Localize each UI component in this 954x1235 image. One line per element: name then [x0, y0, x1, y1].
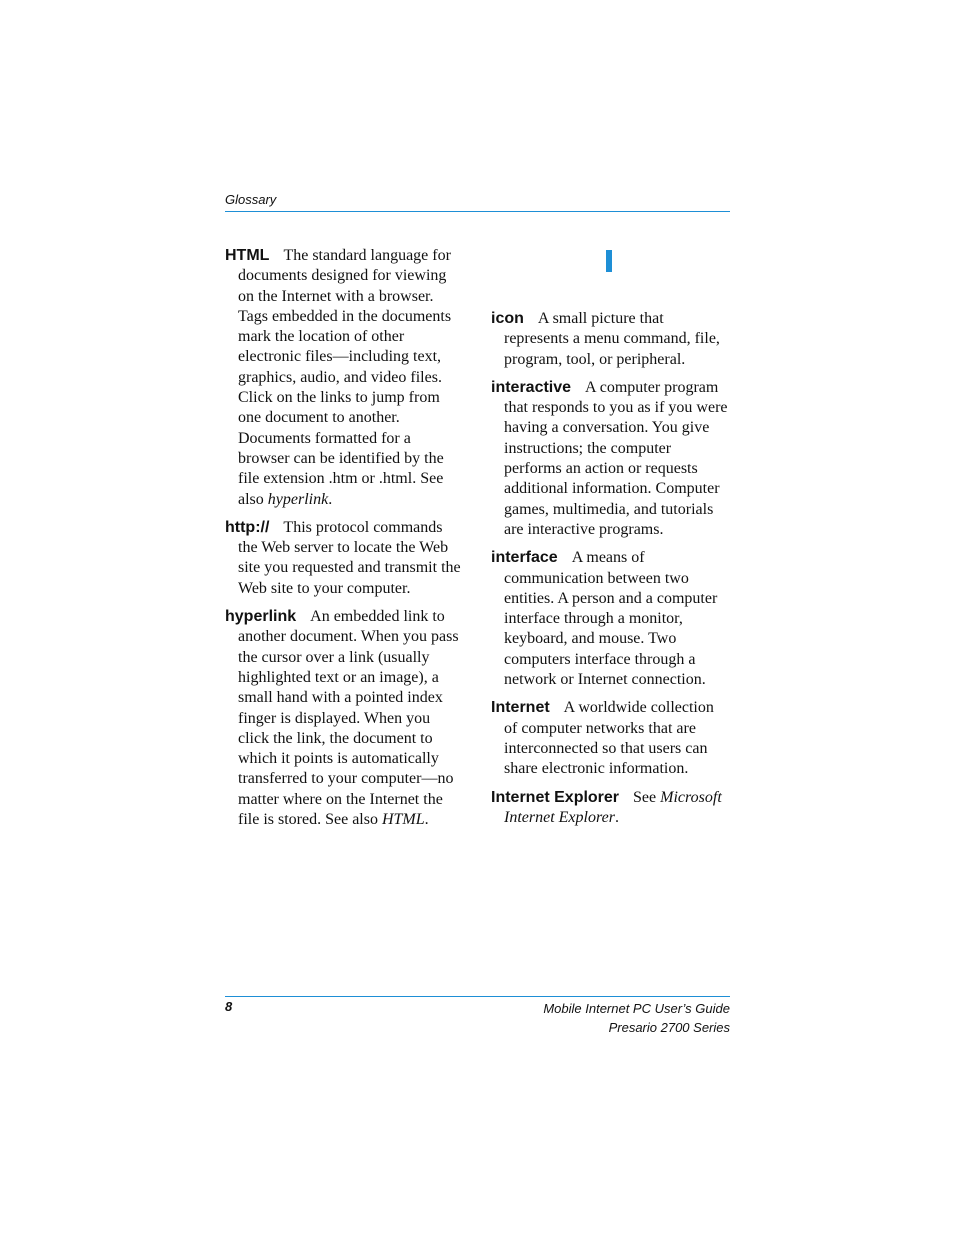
glossary-term: interactive [491, 378, 572, 396]
glossary-definition: A worldwide collection of computer networks that are interconnected so that users can share electronic information. [504, 699, 714, 778]
glossary-column-right [491, 309, 731, 836]
glossary-term: Internet [491, 699, 550, 717]
see-also-reference: HTML [381, 811, 425, 829]
glossary-term: HTML [225, 247, 270, 264]
header-rule [225, 211, 730, 212]
glossary-entry-hyperlink: hyperlink An embedded link to another document. When you pass the cursor over a link (usually highlighted text or an image), a small hand with a pointed index finger is displayed. When you click the link, the document to which it points is automatically transferred to your computer—no matter where on the Internet the file is stored. See also HTML. [225, 608, 459, 829]
glossary-term: interface [491, 549, 558, 567]
glossary-entry-interface [491, 548, 731, 690]
glossary-definition: A means of communication between two entities. A person and a computer interface through a monitor, keyboard, and mouse. Two computers interface through a network or Internet connection. [504, 549, 718, 689]
glossary-definition: A small picture that represents a menu command, file, program, tool, or peripheral. [504, 310, 720, 368]
glossary-entry-http [225, 518, 461, 599]
section-letter-i [606, 250, 612, 272]
glossary-definition: A computer program that responds to you as if you were having a conversation. You give instructions; the computer performs an action or requests additional information. Computer games, multimedia, and tutorials are interactive programs. [504, 378, 728, 538]
glossary-term: Internet Explorer [491, 788, 620, 806]
glossary-entry-html: HTML The standard language for documents designed for viewing on the Internet with a browser. Tags embedded in the documents mark the location of other electronic files—including text, graphics, audio, and video files. Click on the links to jump from one document to another. Documents formatted for a browser can be identified by the file extension .htm or .html. See also hyperlink. [225, 247, 452, 508]
footer-rule [225, 996, 730, 997]
glossary-definition: This protocol commands the Web server to locate the Web site you requested and transmit the Web site to your computer. [238, 518, 461, 597]
glossary-term: http:// [225, 518, 270, 536]
glossary-term: icon [491, 310, 524, 327]
glossary-definition: See [633, 788, 661, 806]
guide-title: Mobile Internet PC User’s Guide [543, 1001, 730, 1016]
glossary-entry-internet [491, 698, 731, 779]
page-number: 8 [225, 999, 233, 1014]
glossary-column-left [225, 246, 461, 838]
glossary-entry-interactive [491, 378, 731, 540]
glossary-definition: An embedded link to another document. When you pass the cursor over a link (usually highlighted text or an image), a small hand with a pointed index finger is displayed. When you click the link, the document to which it points is automatically transferred to your computer—no matter where on the Internet the file is stored. See also [238, 608, 459, 829]
glossary-entry-internet-explorer: Internet Explorer See Microsoft Internet Explorer. [491, 788, 722, 826]
footer-title-block [543, 999, 730, 1037]
glossary-entry-icon [491, 309, 731, 370]
glossary-definition: The standard language for documents designed for viewing on the Internet with a browser. Tags embedded in the documents mark the location of other electronic files—including text, graphics, audio, and video files. Click on the links to jump from one document to another. Documents formatted for a browser can be identified by the file extension .htm or .html. See also [238, 247, 452, 508]
glossary-term: hyperlink [225, 608, 297, 626]
running-header: Glossary [225, 192, 277, 207]
see-also-reference: Microsoft Internet Explorer [504, 788, 722, 826]
product-series: Presario 2700 Series [608, 1020, 730, 1035]
see-also-reference: hyperlink [267, 490, 329, 508]
